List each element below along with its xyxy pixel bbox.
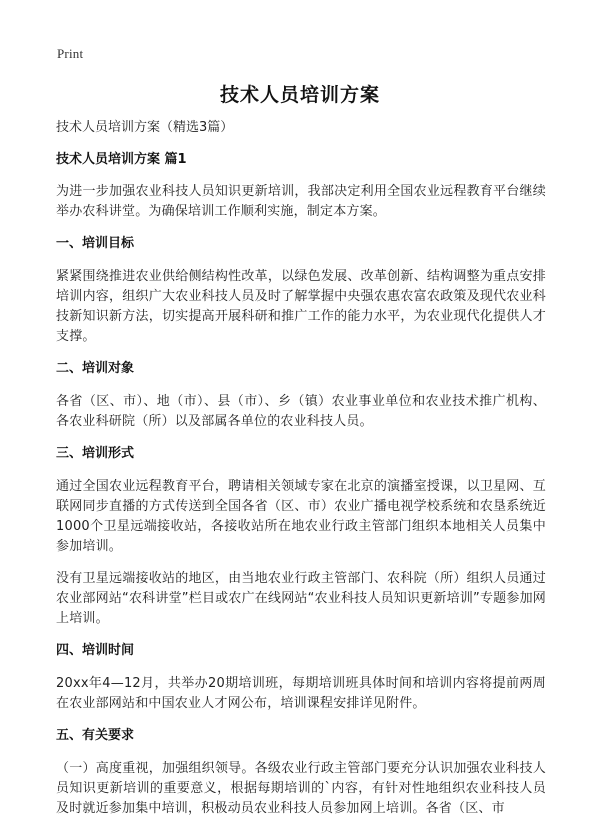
section-paragraph: 20xx年4—12月，共举办20期培训班，每期培训班具体时间和培训内容将提前两周在农业部网站和中国农业人才网公布，培训课程安排详见附件。 bbox=[56, 676, 546, 711]
article-heading: 技术人员培训方案 篇1 bbox=[56, 152, 187, 167]
section-heading-goal: 一、培训目标 bbox=[56, 236, 135, 251]
section-heading-schedule: 四、培训时间 bbox=[56, 643, 135, 658]
section-paragraph: 通过全国农业远程教育平台，聘请相关领域专家在北京的演播室授课，以卫星网、互联网同步直播的方式传送到全国各省（区、市）农业广播电视学校系统和农垦系统近1000个卫星远端接收站，各接收站所在地农业行政主管部门组织本地相关人员集中参加培训。 bbox=[56, 479, 546, 554]
document-subtitle: 技术人员培训方案（精选3篇） bbox=[56, 120, 234, 135]
section-paragraph: （一）高度重视，加强组织领导。各级农业行政主管部门要充分认识加强农业科技人员知识更新培训的重要意义，根据每期培训的`内容，有针对性地组织农业科技人员及时就近参加集中培训，积极动员农业科技人员参加网上培训。各省（区、市 bbox=[56, 761, 546, 816]
section-paragraph: 紧紧围绕推进农业供给侧结构性改革，以绿色发展、改革创新、结构调整为重点安排培训内容，组织广大农业科技人员及时了解掌握中央强农惠农富农政策及现代农业科技新知识新方法，切实提高开展科研和推广工作的能力水平，为农业现代化提供人才支撑。 bbox=[56, 269, 546, 344]
document-body bbox=[56, 118, 546, 831]
intro-paragraph: 为进一步加强农业科技人员知识更新培训，我部决定利用全国农业远程教育平台继续举办农科讲堂。为确保培训工作顺利实施，制定本方案。 bbox=[56, 184, 546, 219]
section-heading-format: 三、培训形式 bbox=[56, 446, 135, 461]
section-heading-requirements: 五、有关要求 bbox=[56, 728, 135, 743]
section-paragraph: 没有卫星远端接收站的地区，由当地农业行政主管部门、农科院（所）组织人员通过农业部网站“农科讲堂”栏目或农广在线网站“农业科技人员知识更新培训”专题参加网上培训。 bbox=[56, 571, 546, 626]
page-title: 技术人员培训方案 bbox=[219, 84, 380, 106]
print-label[interactable]: Print bbox=[57, 46, 84, 61]
section-heading-audience: 二、培训对象 bbox=[56, 361, 135, 376]
section-paragraph: 各省（区、市）、地（市）、县（市）、乡（镇）农业事业单位和农业技术推广机构、各农业科研院（所）以及部属各单位的农业科技人员。 bbox=[56, 394, 546, 429]
